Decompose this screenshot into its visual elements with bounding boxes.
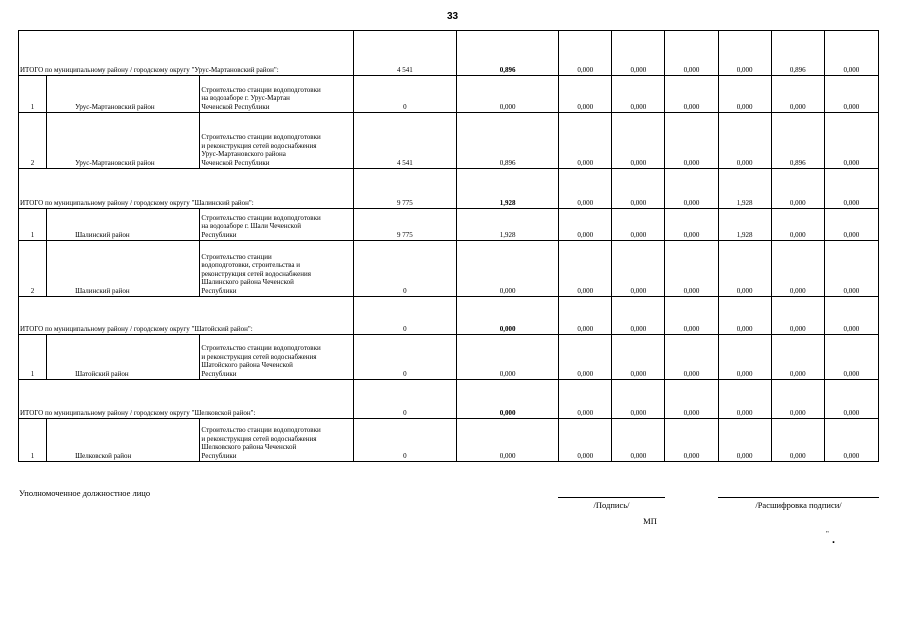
project-description: Строительство станции водоподготовки и реконструкция сетей водоснабжения Шатойского района Чеченской Республики [200,335,353,380]
row-number: 1 [19,419,47,462]
funding-table [18,30,879,462]
total-value-cell: 1,928 [718,169,771,209]
signature-label: /Подпись/ [593,500,630,510]
total-value-cell: 0 [353,380,456,419]
total-value-cell: 0,000 [612,297,665,335]
district-name: Шатойский район [47,335,200,380]
total-value-cell: 0,000 [771,169,824,209]
value-cell: 0 [353,241,456,297]
value-cell: 0,000 [456,76,558,113]
value-cell: 0,000 [612,76,665,113]
value-cell: 0,000 [824,209,878,241]
value-cell: 0,000 [718,335,771,380]
value-cell: 0,000 [456,335,558,380]
value-cell: 0,000 [456,241,558,297]
total-value-cell: 0,000 [456,380,558,419]
stamp-label: МП [643,516,657,526]
row-number: 1 [19,76,47,113]
value-cell: 0,000 [612,419,665,462]
total-label: ИТОГО по муниципальному району / городскому округу "Шелковской район": [19,380,354,419]
total-row [19,380,879,419]
value-cell: 0,000 [718,76,771,113]
total-value-cell: 0,000 [559,380,612,419]
value-cell: 0,000 [665,76,718,113]
value-cell: 0,000 [771,241,824,297]
row-number: 1 [19,335,47,380]
value-cell: 0,000 [718,113,771,169]
page-mark-dot: . [832,532,835,546]
total-row [19,169,879,209]
value-cell: 0 [353,335,456,380]
value-cell: 0,000 [612,335,665,380]
district-name: Шалинский район [47,209,200,241]
authorized-person-label: Уполномоченное должностное лицо [19,488,151,498]
value-cell: 0,000 [824,419,878,462]
value-cell: 1,928 [456,209,558,241]
total-value-cell: 0,000 [665,380,718,419]
value-cell: 0,000 [665,113,718,169]
value-cell: 0,000 [559,113,612,169]
total-value-cell: 0,000 [824,297,878,335]
table-row [19,419,879,462]
table-row [19,113,879,169]
value-cell: 0,000 [824,76,878,113]
value-cell: 0,000 [771,419,824,462]
value-cell: 4 541 [353,113,456,169]
value-cell: 0,000 [771,209,824,241]
total-value-cell: 0,000 [771,297,824,335]
total-value-cell: 0,000 [718,31,771,76]
district-name: Урус-Мартановский район [47,113,200,169]
total-value-cell: 0,000 [612,31,665,76]
total-value-cell: 0,000 [718,380,771,419]
total-value-cell: 0,000 [771,380,824,419]
total-label: ИТОГО по муниципальному району / городскому округу "Шатойский район": [19,297,354,335]
page-number: 33 [446,11,459,22]
value-cell: 0,000 [771,335,824,380]
district-name: Шалинский район [47,241,200,297]
value-cell: 0 [353,419,456,462]
total-row [19,297,879,335]
total-value-cell: 0,000 [824,380,878,419]
value-cell: 9 775 [353,209,456,241]
district-name: Шелковской район [47,419,200,462]
value-cell: 0,000 [612,241,665,297]
value-cell: 0,896 [771,113,824,169]
row-number: 2 [19,241,47,297]
total-value-cell: 0,000 [665,169,718,209]
total-value-cell: 0,000 [456,297,558,335]
value-cell: 0,000 [665,241,718,297]
value-cell: 0,000 [718,419,771,462]
value-cell: 0,000 [665,335,718,380]
total-value-cell: 0,896 [771,31,824,76]
total-value-cell: 0,000 [559,31,612,76]
project-description: Строительство станции водоподготовки и реконструкция сетей водоснабжения Шелковского района Чеченской Республики [200,419,353,462]
total-value-cell: 0,000 [612,169,665,209]
total-label: ИТОГО по муниципальному району / городскому округу "Шалинский район": [19,169,354,209]
table-row [19,335,879,380]
value-cell: 0,000 [612,209,665,241]
table-row [19,209,879,241]
project-description: Строительство станции водоподготовки и реконструкция сетей водоснабжения Урус-Мартановского района Чеченской Республики [200,113,353,169]
total-value-cell: 0 [353,297,456,335]
value-cell: 0,000 [612,113,665,169]
value-cell: 0,000 [718,241,771,297]
value-cell: 0,000 [824,113,878,169]
value-cell: 0,000 [824,241,878,297]
table-row [19,76,879,113]
row-number: 2 [19,113,47,169]
project-description: Строительство станции водоподготовки, строительства и реконструкция сетей водоснабжения Шалинского района Чеченской Республики [200,241,353,297]
signature-decode-label: /Расшифровка подписи/ [755,500,842,510]
total-value-cell: 0,000 [718,297,771,335]
signature-decode-line [718,497,879,498]
value-cell: 0,896 [456,113,558,169]
value-cell: 0,000 [559,209,612,241]
value-cell: 0,000 [665,419,718,462]
total-value-cell: 0,000 [559,297,612,335]
signature-line [558,497,665,498]
value-cell: 0,000 [559,335,612,380]
row-number: 1 [19,209,47,241]
total-value-cell: 0,000 [612,380,665,419]
district-name: Урус-Мартановский район [47,76,200,113]
total-value-cell: 1,928 [456,169,558,209]
project-description: Строительство станции водоподготовки на водозаборе г. Шали Чеченской Республики [200,209,353,241]
total-value-cell: 0,000 [665,297,718,335]
value-cell: 0,000 [559,419,612,462]
total-value-cell: 0,000 [824,31,878,76]
value-cell: 0,000 [456,419,558,462]
total-row [19,31,879,76]
table-row [19,241,879,297]
project-description: Строительство станции водоподготовки на водозаборе г. Урус-Мартан Чеченской Республики [200,76,353,113]
value-cell: 0,000 [559,241,612,297]
value-cell: 0 [353,76,456,113]
total-value-cell: 0,000 [665,31,718,76]
value-cell: 0,000 [824,335,878,380]
total-value-cell: 0,000 [824,169,878,209]
total-value-cell: 9 775 [353,169,456,209]
page-mark-superscript: " [826,530,829,538]
total-value-cell: 4 541 [353,31,456,76]
total-label: ИТОГО по муниципальному району / городскому округу "Урус-Мартановский район": [19,31,354,76]
total-value-cell: 0,000 [559,169,612,209]
value-cell: 1,928 [718,209,771,241]
value-cell: 0,000 [771,76,824,113]
value-cell: 0,000 [559,76,612,113]
total-value-cell: 0,896 [456,31,558,76]
value-cell: 0,000 [665,209,718,241]
